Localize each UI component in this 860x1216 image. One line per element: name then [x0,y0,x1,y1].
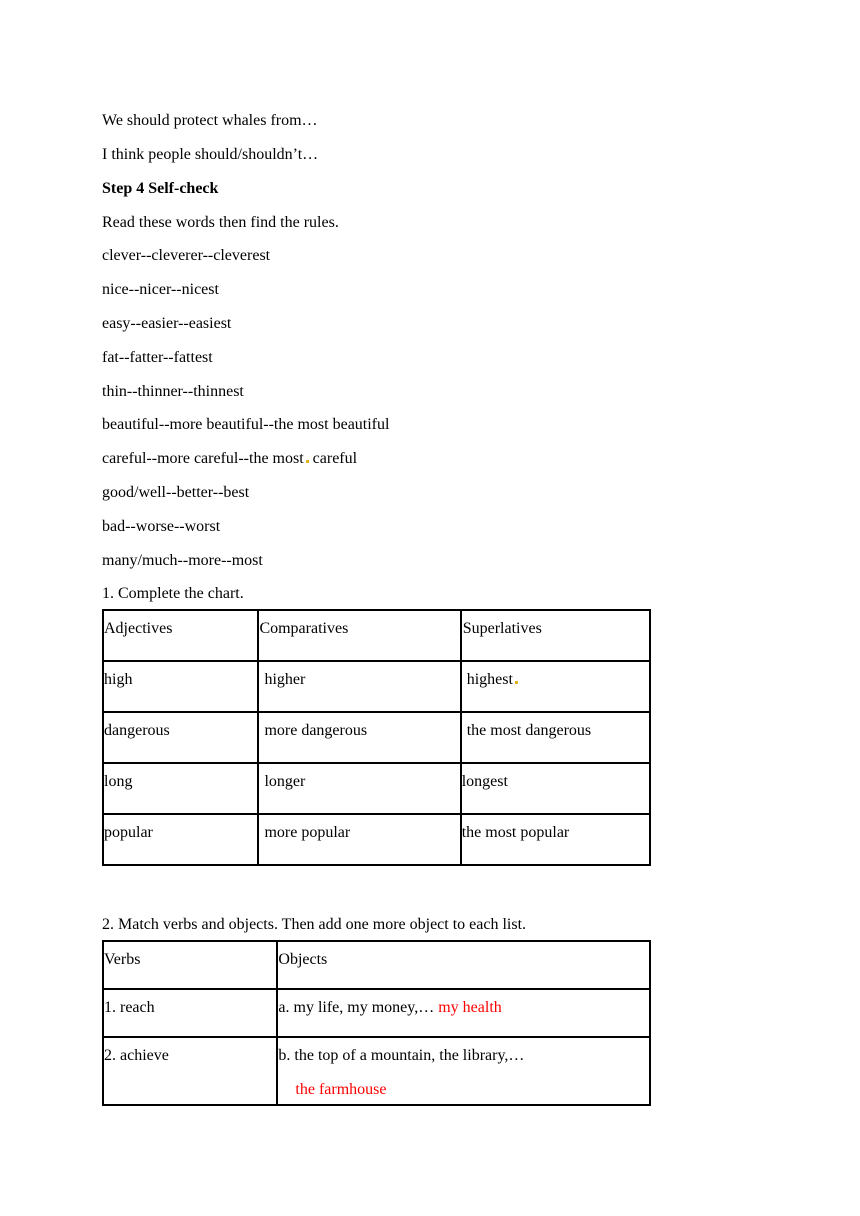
word-forms-line: fat--fatter--fattest [102,349,213,366]
table-cell: more popular [258,814,460,865]
table-cell: 1. reach [103,989,277,1037]
word-forms-line: easy--easier--easiest [102,315,232,332]
table-cell: long [103,763,258,814]
object-list: a. my life, my money,… [278,999,435,1016]
text-line: I think people should/shouldn’t… [102,146,319,163]
word-forms-line: nice--nicer--nicest [102,281,219,298]
word-forms-line: beautiful--more beautiful--the most beautiful [102,416,390,433]
table-header-cell: Verbs [103,941,277,989]
edit-mark-icon [515,681,518,684]
word-forms-line [102,449,357,469]
table-row [103,1037,650,1105]
table-row [103,814,650,865]
task-title: 2. Match verbs and objects. Then add one more object to each list. [102,916,527,933]
table-cell: highest [461,661,650,712]
table-row [103,763,650,814]
word-forms-text: careful--more careful--the most [102,450,304,467]
table-cell: longest [461,763,650,814]
text-line: We should protect whales from… [102,112,318,129]
answer-text: my health [438,999,502,1016]
instruction-text: Read these words then find the rules. [102,214,339,231]
match-table [102,940,651,1106]
table-cell [277,989,650,1037]
word-forms-line: clever--cleverer--cleverest [102,247,271,264]
word-forms-text: careful [312,450,358,467]
table-header-cell: Adjectives [103,610,258,661]
table-cell: dangerous [103,712,258,763]
comparison-chart [102,609,651,866]
section-heading: Step 4 Self-check [102,180,219,197]
table-cell: high [103,661,258,712]
table-cell: popular [103,814,258,865]
word-forms-line: good/well--better--best [102,484,250,501]
table-cell: 2. achieve [103,1037,277,1105]
task-title: 1. Complete the chart. [102,585,244,602]
table-row [103,661,650,712]
table-cell: the most dangerous [461,712,650,763]
table-header-row [103,610,650,661]
word-forms-line: thin--thinner--thinnest [102,383,244,400]
table-row [103,989,650,1037]
table-cell [277,1037,650,1105]
table-header-row [103,941,650,989]
table-cell: more dangerous [258,712,460,763]
table-header-cell: Objects [277,941,650,989]
word-forms-line: bad--worse--worst [102,518,221,535]
table-header-cell: Comparatives [258,610,460,661]
word-forms-line: many/much--more--most [102,552,263,569]
table-row [103,712,650,763]
table-header-cell: Superlatives [461,610,650,661]
edit-mark-icon [306,460,309,463]
answer-text: the farmhouse [295,1081,387,1098]
table-cell: longer [258,763,460,814]
table-cell: higher [258,661,460,712]
object-list: b. the top of a mountain, the library,… [278,1047,525,1064]
table-cell: the most popular [461,814,650,865]
